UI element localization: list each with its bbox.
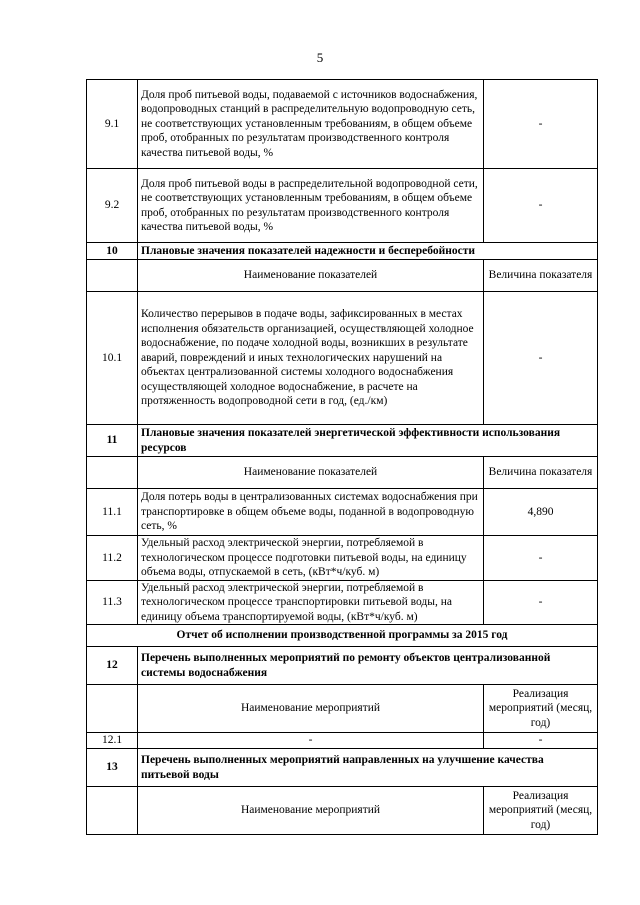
section-title: Плановые значения показателей энергетической эффективности использования ресурсов [138, 425, 598, 457]
indicator-name: Удельный расход электрической энергии, потребляемой в технологическом процессе транспортировки питьевой воды, на единицу объема транспортируемой воды, (кВт*ч/куб. м) [138, 580, 484, 625]
empty-cell [87, 260, 138, 292]
indicator-value: - [484, 80, 598, 169]
section-number: 12 [87, 647, 138, 685]
column-header-name: Наименование мероприятий [138, 787, 484, 835]
section-row [87, 243, 598, 260]
section-row [87, 425, 598, 457]
section-row [87, 749, 598, 787]
table-row [87, 580, 598, 625]
row-number: 9.2 [87, 169, 138, 243]
header-row [87, 457, 598, 489]
header-row [87, 260, 598, 292]
section-row [87, 647, 598, 685]
column-header-value: Реализация мероприятий (месяц, год) [484, 787, 598, 835]
indicator-name: Доля проб питьевой воды в распределительной водопроводной сети, не соответствующих установленным требованиям, в общем объеме проб, отобранных по результатам производственного контроля качества питьевой воды, % [138, 169, 484, 243]
indicator-name: - [138, 733, 484, 749]
column-header-name: Наименование показателей [138, 260, 484, 292]
row-number: 11.3 [87, 580, 138, 625]
report-title-row [87, 625, 598, 647]
table-row [87, 733, 598, 749]
row-number: 9.1 [87, 80, 138, 169]
row-number: 11.2 [87, 536, 138, 581]
empty-cell [87, 457, 138, 489]
column-header-name: Наименование мероприятий [138, 685, 484, 733]
report-title: Отчет об исполнении производственной программы за 2015 год [87, 625, 598, 647]
indicator-value: - [484, 292, 598, 425]
section-number: 11 [87, 425, 138, 457]
section-title: Перечень выполненных мероприятий направленных на улучшение качества питьевой воды [138, 749, 598, 787]
indicator-value: - [484, 169, 598, 243]
indicator-name: Доля потерь воды в централизованных системах водоснабжения при транспортировке в общем объеме воды, поданной в водопроводную сеть, % [138, 489, 484, 536]
header-row [87, 685, 598, 733]
table-row [87, 536, 598, 581]
empty-cell [87, 685, 138, 733]
indicators-table [86, 79, 598, 835]
indicator-name: Доля проб питьевой воды, подаваемой с источников водоснабжения, водопроводных станций в распределительную водопроводную сеть, не соответствующих установленным требованиям, в общем объеме проб, отобранных по результатам производственного контроля качества питьевой воды, % [138, 80, 484, 169]
column-header-value: Величина показателя [484, 457, 598, 489]
section-title: Перечень выполненных мероприятий по ремонту объектов централизованной системы водоснабжения [138, 647, 598, 685]
column-header-value: Реализация мероприятий (месяц, год) [484, 685, 598, 733]
section-title: Плановые значения показателей надежности и бесперебойности [138, 243, 598, 260]
row-number: 10.1 [87, 292, 138, 425]
row-number: 11.1 [87, 489, 138, 536]
header-row [87, 787, 598, 835]
page-number: 5 [316, 50, 324, 65]
indicator-name: Количество перерывов в подаче воды, зафиксированных в местах исполнения обязательств организацией, осуществляющей холодное водоснабжение, по подаче холодной воды, возникших в результате аварий, повреждений и иных технологических нарушений на объектах централизованной системы холодного водоснабжения осуществляющей холодное водоснабжение, в расчете на протяженность водопроводной сети в год, (ед./км) [138, 292, 484, 425]
indicator-value: - [484, 580, 598, 625]
column-header-value: Величина показателя [484, 260, 598, 292]
row-number: 12.1 [87, 733, 138, 749]
empty-cell [87, 787, 138, 835]
table-row [87, 489, 598, 536]
section-number: 13 [87, 749, 138, 787]
indicator-value: - [484, 733, 598, 749]
table-row [87, 292, 598, 425]
table-row [87, 80, 598, 169]
section-number: 10 [87, 243, 138, 260]
column-header-name: Наименование показателей [138, 457, 484, 489]
table-row [87, 169, 598, 243]
indicator-name: Удельный расход электрической энергии, потребляемой в технологическом процессе подготовки питьевой воды, на единицу объема воды, отпускаемой в сеть, (кВт*ч/куб. м) [138, 536, 484, 581]
indicator-value: 4,890 [484, 489, 598, 536]
indicator-value: - [484, 536, 598, 581]
